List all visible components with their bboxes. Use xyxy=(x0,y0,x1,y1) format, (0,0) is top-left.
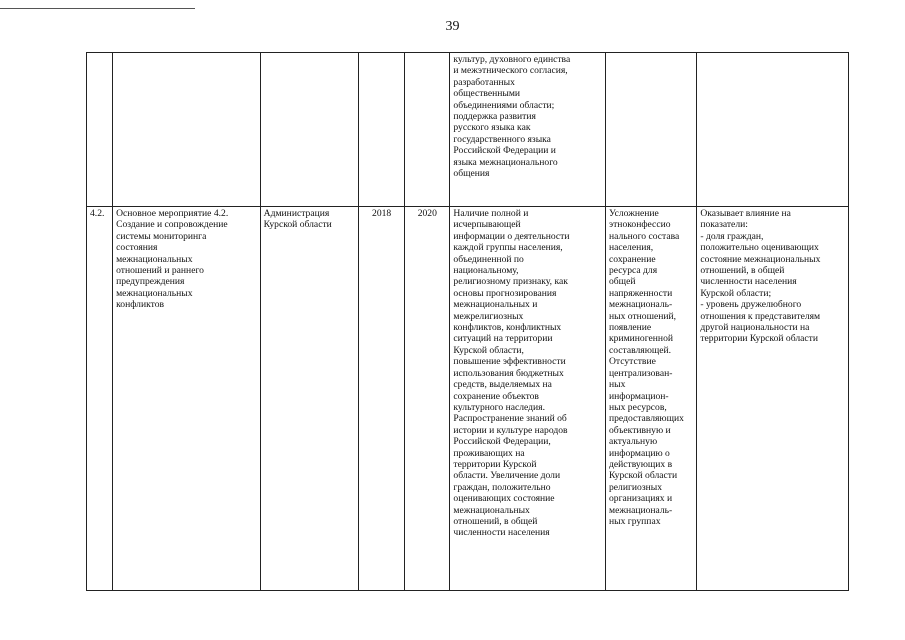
cell-risks xyxy=(606,53,697,207)
cell-risks xyxy=(606,207,697,591)
cell-expected-result xyxy=(450,207,606,591)
expected-result-text: Наличие полной и исчерпывающей информации о деятельности каждой группы населения, объединенной по национальному, религиозному признаку, как основы прогнозирования межнациональных и межрелигиозных конфликтов, конфликтных ситуаций на территории Курской области, повышение эффективности использования бюджетных средств, выделяемых на сохранение объектов культурного наследия. Распространение знаний об истории и культуре народов Российской Федерации, проживающих на территории Курской области. Увеличение доли граждан, положительно оценивающих состояние межнациональных отношений, в общей численности населения xyxy=(453,208,570,539)
cell-executor xyxy=(260,207,358,591)
table-row-continued xyxy=(87,53,849,207)
program-measures-table xyxy=(86,52,849,591)
cell-end-year xyxy=(405,53,450,207)
cell-expected-result xyxy=(450,53,606,207)
cell-end-year xyxy=(405,207,450,591)
cell-number xyxy=(87,53,113,207)
measure-number: 4.2. xyxy=(90,208,105,219)
table-row-4-2 xyxy=(87,207,849,591)
cell-executor xyxy=(260,53,358,207)
executor-text: Администрация Курской области xyxy=(263,208,332,231)
page-number: 39 xyxy=(445,19,460,34)
risks-text: Усложнение этноконфессио нального состава населения, сохранение ресурса для общей напряженности межнациональ- ных отношений, появление криминогенной составляющей. Отсутствие централизован- ных информацион- ных ресурсов, предоставляющих объективную и актуальную информацию о действующих в Курской области религиозных организациях и межнациональ- ных группах xyxy=(609,208,684,527)
end-year-text: 2020 xyxy=(417,208,437,219)
start-year-text: 2018 xyxy=(372,208,392,219)
scan-artifact-line xyxy=(0,8,195,9)
cell-number xyxy=(87,207,113,591)
cell-measure-name xyxy=(113,53,261,207)
cell-measure-name xyxy=(113,207,261,591)
cell-impact xyxy=(697,207,849,591)
impact-text: Оказывает влияние на показатели: - доля граждан, положительно оценивающих состояние межнациональных отношений, в общей численности населения Курской области; - уровень дружелюбного отношения к представителям другой национальности на территории Курской области xyxy=(700,208,821,345)
measure-name-text: Основное мероприятие 4.2. Создание и сопровождение системы мониторинга состояния межнациональных отношений и раннего предупреждения межнациональных конфликтов xyxy=(116,208,229,311)
expected-result-text: культур, духовного единства и межэтнического согласия, разработанных общественными объединениями области; поддержка развития русского языка как государственного языка Российской Федерации и языка межнационального общения xyxy=(453,54,571,180)
cell-start-year xyxy=(359,53,405,207)
cell-start-year xyxy=(359,207,405,591)
cell-impact xyxy=(697,53,849,207)
